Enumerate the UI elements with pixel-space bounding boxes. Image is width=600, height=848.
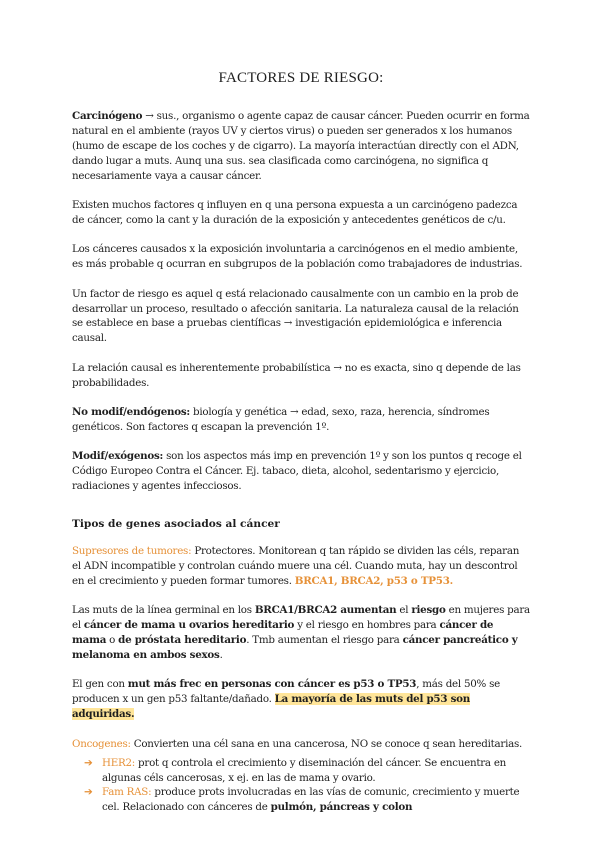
term-oncogenes: Oncogenes: [72,737,131,750]
arrow-bullet-icon: ➔ [84,786,93,799]
arrow-glyph: → [280,317,296,330]
term-carcinogeno: Carcinógeno [72,110,143,122]
paragraph-factores: Existen muchos factores q influyen en q una persona expuesta a un carcinógeno padezca de cáncer, como la cant y la duración de la exposición y antecedentes genéticos de c/u. [72,199,518,226]
paragraph-involuntaria: Los cánceres causados x la exposición involuntaria a carcinógenos en el medio ambiente, es más probable q ocurran en subgrupos de la población como trabajadores de industrias. [72,243,523,271]
term-modif: Modif/exógenos: [72,450,164,463]
page-title: FACTORES DE RIESGO: [218,70,384,86]
paragraph-oncogenes: Oncogenes: Convierten una cél sana en una cancerosa, NO se conoce q sean hereditarias. [72,737,523,750]
arrow-glyph: → [286,406,302,419]
term-ras: Fam RAS: [102,786,152,799]
paragraph-supresores: Supresores de tumores: Protectores. Monitorean q tan rápido se dividen las céls, reparan el ADN incompatible y controlan cuándo muere una cél. Cuando muta, hay un descontrol en el crecimiento y pueden formar tumores. BRCA1, BRCA2, p53 o TP53. [72,545,520,587]
arrow-bullet-icon: ➔ [84,756,93,769]
paragraph-p53: El gen con mut más frec en personas con cáncer es p53 o TP53, más del 50% se producen x un gen p53 faltante/dañado. La mayoría de las muts del p53 son adquiridas. [72,678,500,721]
list-item-her2: ➔ HER2: prot q controla el crecimiento y diseminación del cáncer. Se encuentra en algunas céls cancerosas, x ej. en las de mama y ovario. [84,756,507,784]
paragraph-carcinogeno: Carcinógeno → sus., organismo o agente capaz de causar cáncer. Pueden ocurrir en forma natural en el ambiente (rayos UV y ciertos virus) o pueden ser generados x los humanos (humo de escape de los coches y de cigarro). La mayoría interactúan directly con el ADN, dando lugar a muts. Aunq una sus. sea clasificada como carcinógena, no significa q necesariamente vaya a causar cáncer. [72,110,530,182]
term-supresores: Supresores de tumores: [72,545,192,558]
genes-supresores: BRCA1, BRCA2, p53 o TP53. [294,574,453,587]
paragraph-factor-riesgo: Un factor de riesgo es aquel q está relacionado causalmente con un cambio en la prob de desarrollar un proceso, resultado o afección sanitaria. La naturaleza causal de la relación se establece en base a pruebas científicas → investigación epidemiológica e inferencia causal. [72,287,519,345]
list-item-ras: ➔ Fam RAS: produce prots involucradas en las vías de comunic, crecimiento y muerte cel. Relacionado con cánceres de pulmón, páncreas y colon [84,786,520,814]
oncogenes-list [72,756,530,816]
document-page [72,70,530,815]
paragraph-modificables: Modif/exógenos: son los aspectos más imp en prevención 1º y son los puntos q recoge el Código Europeo Contra el Cáncer. Ej. tabaco, dieta, alcohol, sedentarismo y ejercicio, radiaciones y agentes infecciosos. [72,450,522,493]
section-heading-genes: Tipos de genes asociados al cáncer [72,518,280,531]
term-no-modif: No modif/endógenos: [72,406,190,419]
highlighted-text: La mayoría de las muts del p53 son adquiridas. [72,693,470,721]
term-her2: HER2: [102,756,136,769]
arrow-glyph: → [142,110,157,122]
paragraph-brca: Las muts de la línea germinal en los BRCA1/BRCA2 aumentan el riesgo en mujeres para el cáncer de mama u ovarios hereditario y el riesgo en hombres para cáncer de mama o de próstata hereditario. Tmb aumentan el riesgo para cáncer pancreático y melanoma en ambos sexos. [72,604,530,662]
paragraph-relacion-causal: La relación causal es inherentemente probabilística → no es exacta, sino q depende de las probabilidades. [72,361,521,389]
arrow-glyph: → [330,361,345,374]
paragraph-no-modificables: No modif/endógenos: biología y genética → edad, sexo, raza, herencia, síndromes genéticos. Son factores q escapan la prevención 1º. [72,406,490,433]
